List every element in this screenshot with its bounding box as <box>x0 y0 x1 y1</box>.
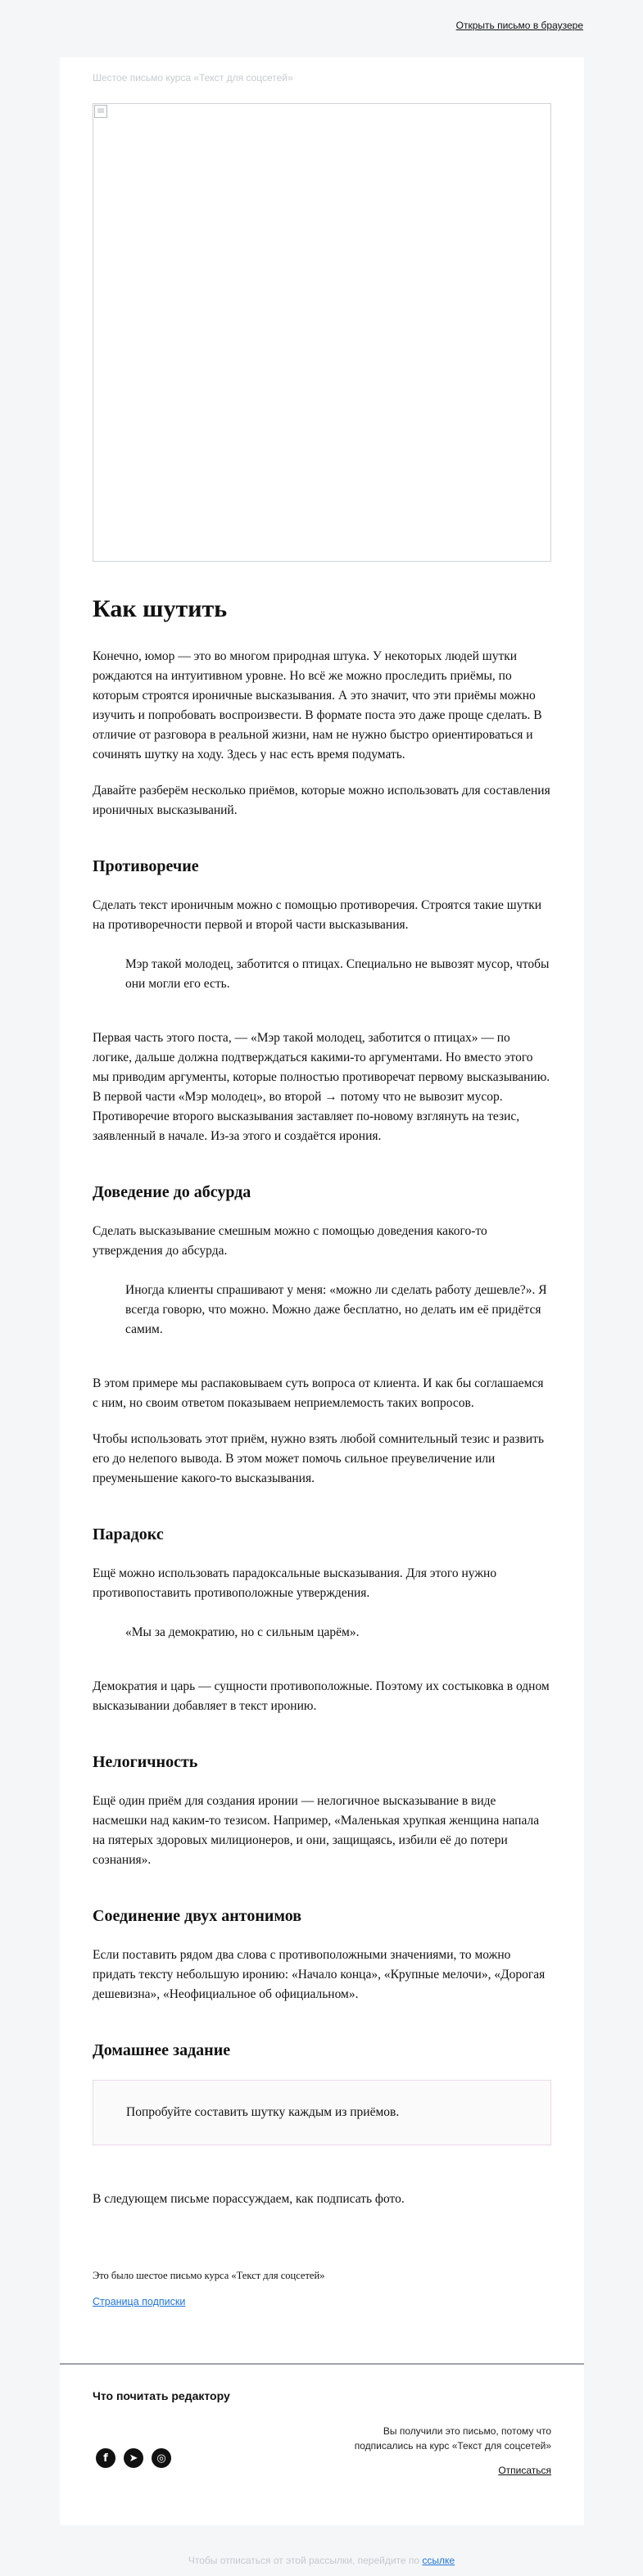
email-card <box>60 57 584 2525</box>
homework-box: Попробуйте составить шутку каждым из приёмов. <box>93 2080 551 2145</box>
email-footer <box>93 2389 551 2476</box>
divider <box>60 2363 584 2365</box>
outer-footer-text: Чтобы отписаться от этой рассылки, перейдите по <box>188 2555 420 2566</box>
course-footer-note: Это было шестое письмо курса «Текст для соцсетей» <box>93 2270 325 2281</box>
quote: Иногда клиенты спрашивают у меня: «можно ли сделать работу дешевле?». Я всегда говорю, что можно. Можно даже бесплатно, но делать им её придётся самим. <box>125 1283 547 1336</box>
telegram-icon[interactable]: ➤ <box>124 2448 143 2468</box>
section-heading: Доведение до абсурда <box>93 1183 251 1201</box>
top-bar <box>456 20 583 31</box>
paragraph: Ещё можно использовать парадоксальные высказывания. Для этого нужно противопоставить противоположные утверждения. <box>93 1566 497 1600</box>
paragraph: Сделать текст ироничным можно с помощью противоречия. Строятся такие шутки на противоречности первой и второй части высказывания. <box>93 898 542 932</box>
paragraph: Чтобы использовать этот приём, нужно взять любой сомнительный тезис и развить его до нелепого вывода. В этом может помочь сильное преувеличение или преуменьшение какого-то высказывания. <box>93 1432 545 1485</box>
section-heading: Домашнее задание <box>93 2041 231 2059</box>
quote: Мэр такой молодец, заботится о птицах. Специально не вывозят мусор, чтобы они могли его есть. <box>125 957 550 991</box>
facebook-icon[interactable]: f <box>96 2448 115 2468</box>
instagram-icon[interactable]: ◎ <box>152 2448 171 2468</box>
subscription-reason: Вы получили это письмо, потому что подписались на курс «Текст для соцсетей» <box>354 2425 551 2452</box>
broken-image-icon <box>94 105 107 118</box>
editor-reading-title[interactable]: Что почитать редактору <box>93 2389 230 2402</box>
outer-footer <box>0 2555 643 2566</box>
next-letter-note: В следующем письме порассуждаем, как подписать фото. <box>93 2192 405 2206</box>
open-in-browser-link[interactable]: Открыть письмо в браузере <box>455 20 583 31</box>
quote: «Мы за демократию, но с сильным царём». <box>125 1625 360 1639</box>
unsubscribe-link[interactable]: Отписаться <box>498 2465 551 2476</box>
paragraph: Первая часть этого поста, — «Мэр такой молодец, заботится о птицах» — по логике, дальше должна подтверждаться какими-то аргументами. Но вместо этого мы приводим аргументы, которые полностью противоречат первому высказыванию. В первой части «Мэр молодец», во второй → потому что не вывозит мусор. Противоречие второго высказывания заставляет по-новому взглянуть на тезис, заявленный в начале. Из-за этого и создаётся ирония. <box>93 1031 550 1143</box>
section-heading: Нелогичность <box>93 1753 198 1771</box>
section-heading: Соединение двух антонимов <box>93 1907 302 1925</box>
paragraph: Демократия и царь — сущности противоположные. Поэтому их состыковка в одном высказывании добавляет в текст иронию. <box>93 1679 550 1713</box>
intro-paragraph: Давайте разберём несколько приёмов, которые можно использовать для составления ироничных высказываний. <box>93 784 550 817</box>
paragraph: Сделать высказывание смешным можно с помощью доведения какого-то утверждения до абсурда. <box>93 1224 487 1258</box>
paragraph: Ещё один приём для создания иронии — нелогичное высказывание в виде насмешки над каким-то тезисом. Например, «Маленькая хрупкая женщина напала на пятерых здоровых милиционеров, и они, защищаясь, избили её до потери сознания». <box>93 1794 540 1867</box>
subscription-page-link[interactable]: Страница подписки <box>93 2296 186 2307</box>
social-links <box>96 2448 171 2468</box>
paragraph: Если поставить рядом два слова с противоположными значениями, то можно придать тексту небольшую иронию: «Начало конца», «Крупные мелочи», «Дорогая дешевизна», «Неофициальное об официальном». <box>93 1948 546 2001</box>
section-heading: Противоречие <box>93 857 199 875</box>
page-title: Как шутить <box>93 595 228 622</box>
outer-unsubscribe-link[interactable]: ссылке <box>422 2555 455 2566</box>
preheader: Шестое письмо курса «Текст для соцсетей» <box>93 72 293 84</box>
hero-image <box>93 103 551 562</box>
intro-paragraph: Конечно, юмор — это во многом природная штука. У некоторых людей шутки рождаются на интуитивном уровне. Но всё же можно проследить приёмы, по которым строятся ироничные высказывания. А это значит, что эти приёмы можно изучить и попробовать воспроизвести. В формате поста это даже проще сделать. В отличие от разговора в реальной жизни, нам не нужно быстро ориентироваться и сочинять шутку на ходу. Здесь у нас есть время подумать. <box>93 649 542 762</box>
section-heading: Парадокс <box>93 1525 164 1543</box>
paragraph: В этом примере мы распаковываем суть вопроса от клиента. И как бы соглашаемся с ним, но своим ответом показываем неприемлемость таких вопросов. <box>93 1376 544 1410</box>
article <box>93 594 551 2309</box>
